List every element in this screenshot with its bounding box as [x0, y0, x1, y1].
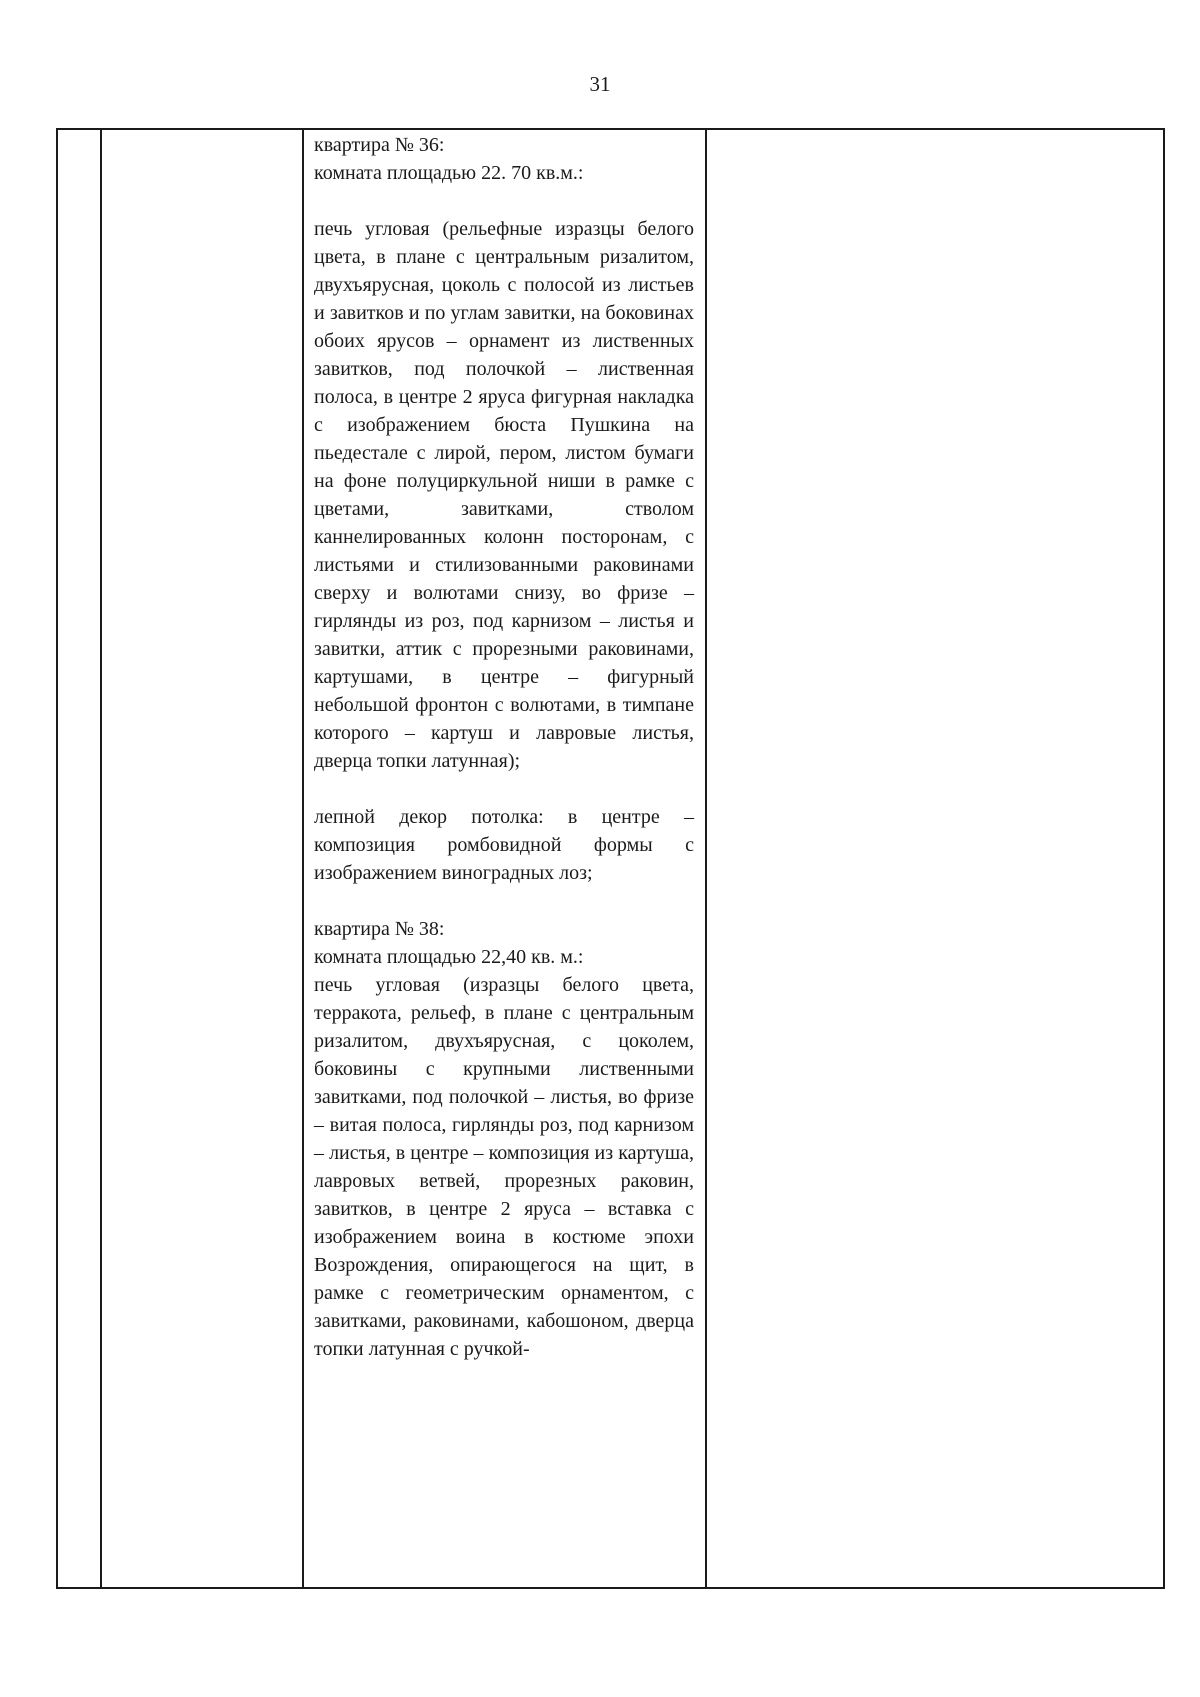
column-divider-1	[100, 130, 102, 1587]
apartment-36-ceiling: лепной декор потолка: в центре – композиция ромбовидной формы с изображением виноградных лоз;	[314, 806, 694, 884]
apartment-38-stove: печь угловая (изразцы белого цвета, терракота, рельеф, в плане с центральным ризалитом, двухъярусная, с цоколем, боковины с крупными лиственными завитками, под полочкой – листья, во фризе – витая полоса, гирлянды роз, под карнизом – листья, в центре – композиция из картуша, лавровых ветвей, прорезных раковин, завитков, в центре 2 яруса – вставка с изображением воина в костюме эпохи Возрождения, опирающегося на щит, в рамке с геометрическим орнаментом, с завитками, раковинами, кабошоном, дверца топки латунная с ручкой-	[314, 974, 694, 1360]
paragraph-gap	[314, 887, 694, 915]
apartment-36-title: квартира № 36:	[314, 134, 445, 156]
apartment-36-room: комната площадью 22. 70 кв.м.:	[314, 162, 584, 184]
apartment-38-room: комната площадью 22,40 кв. м.:	[314, 946, 584, 968]
apartment-38-title: квартира № 38:	[314, 918, 445, 940]
document-table	[56, 128, 1165, 1589]
apartment-36-stove: печь угловая (рельефные изразцы белого цвета, в плане с центральным ризалитом, двухъярусная, цоколь с полосой из листьев и завитков и по углам завитки, на боковинах обоих ярусов – орнамент из лиственных завитков, под полочкой – лиственная полоса, в центре 2 яруса фигурная накладка с изображением бюста Пушкина на пьедестале с лирой, пером, листом бумаги на фоне полуциркульной ниши в рамке с цветами, завитками, стволом каннелированных колонн посторонам, с листьями и стилизованными раковинами сверху и волютами снизу, во фризе – гирлянды из роз, под карнизом – листья и завитки, аттик с прорезными раковинами, картушами, в центре – фигурный небольшой фронтон с волютами, в тимпане которого – картуш и лавровые листья, дверца топки латунная);	[314, 218, 694, 772]
column-divider-2	[302, 130, 304, 1587]
paragraph-gap	[314, 775, 694, 803]
paragraph-gap	[314, 187, 694, 215]
column-divider-3	[705, 130, 707, 1587]
description-cell	[314, 131, 694, 1363]
page-number: 31	[589, 72, 611, 96]
